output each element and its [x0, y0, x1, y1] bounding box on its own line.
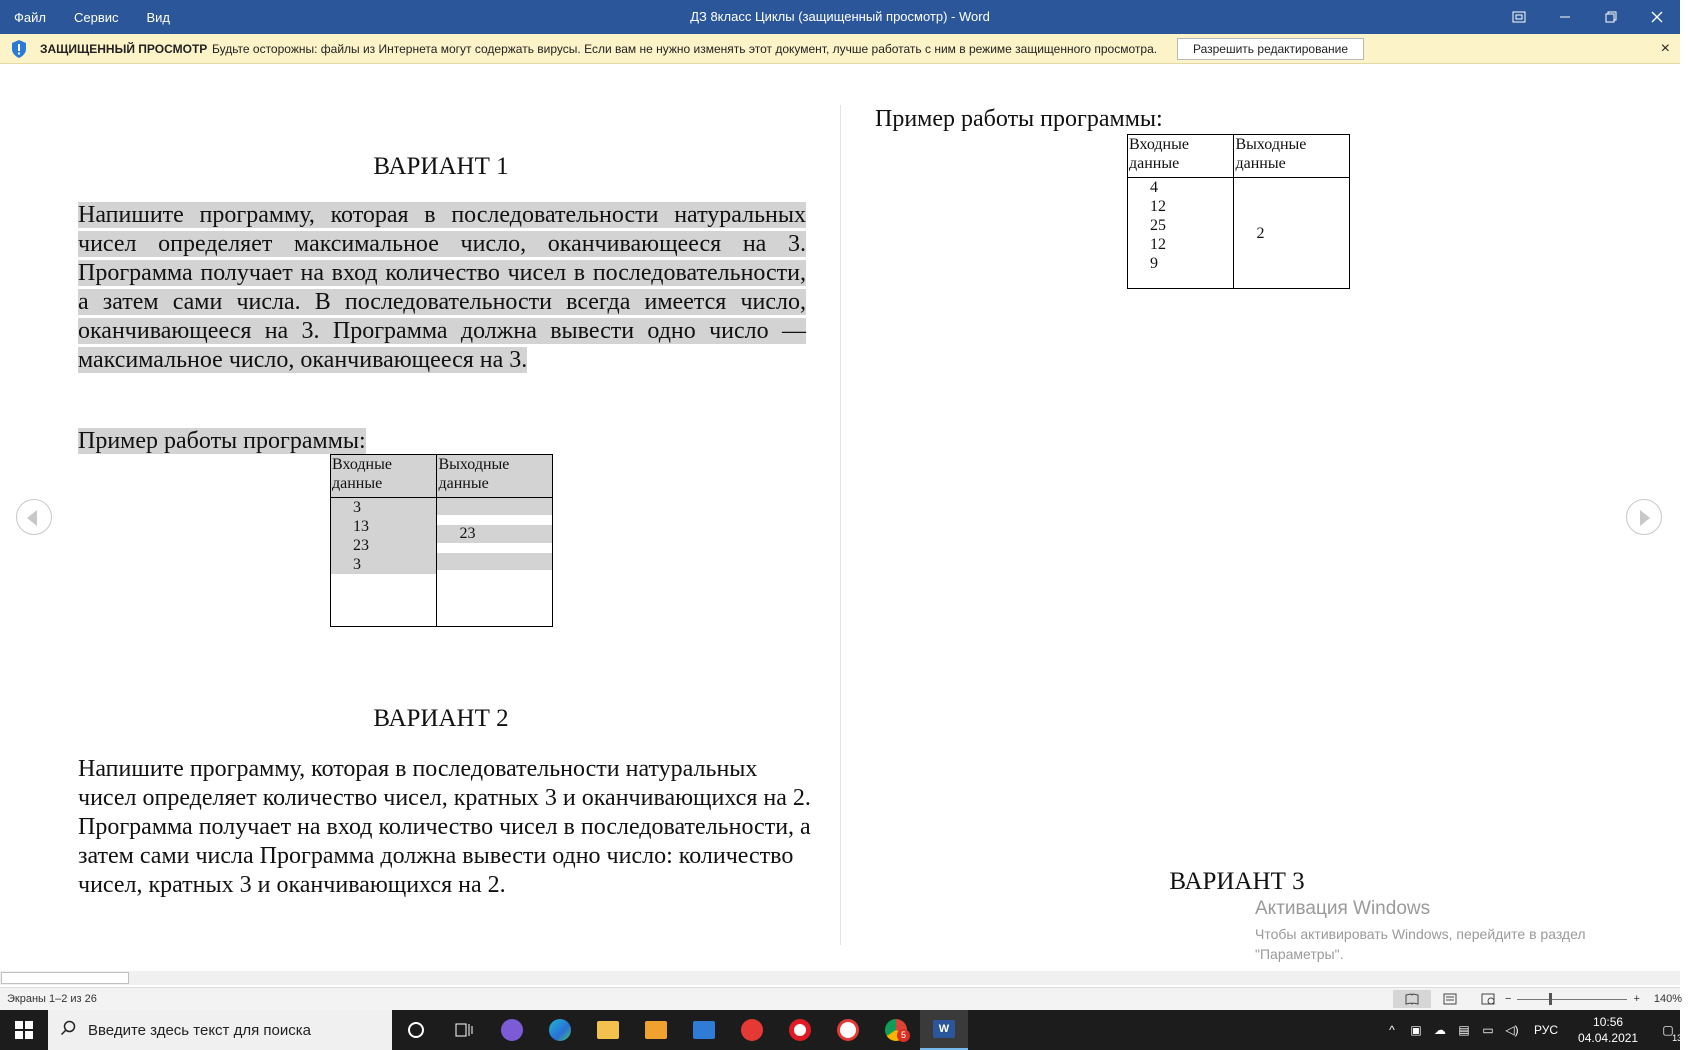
- close-icon[interactable]: [1634, 0, 1680, 34]
- input-value: 13: [353, 518, 369, 535]
- example-label-1-text: Пример работы программы:: [78, 428, 366, 454]
- input-values-2: [1128, 178, 1234, 289]
- page-divider: [840, 105, 841, 945]
- variant2-text: Напишите программу, которая в последовательности натуральных чисел определяет количество чисел, кратных 3 и оканчивающихся на 2. Программа получает на вход количество чисел в последовательности, а затем сами числа Программа должна вывести одно число: количество чисел, кратных 3 и оканчивающихся на 2.: [78, 756, 811, 898]
- tray-expand-icon[interactable]: ^: [1389, 1023, 1395, 1037]
- title-bar: [0, 0, 1680, 34]
- clock-date: 04.04.2021: [1578, 1031, 1639, 1045]
- word-icon[interactable]: W: [920, 1010, 968, 1050]
- onedrive-icon[interactable]: ☁: [1434, 1023, 1446, 1037]
- network-icon[interactable]: ▭: [1482, 1023, 1494, 1037]
- protected-view-label: ЗАЩИЩЕННЫЙ ПРОСМОТР: [40, 42, 208, 56]
- previous-screen-arrow-icon[interactable]: [16, 499, 52, 535]
- horizontal-scrollbar[interactable]: [0, 971, 1680, 985]
- mail-icon[interactable]: [680, 1010, 728, 1050]
- screens-counter: Экраны 1–2 из 26: [7, 993, 97, 1005]
- example-table-2: [1127, 134, 1350, 289]
- volume-icon[interactable]: ◁): [1505, 1023, 1519, 1037]
- input-value: 12: [1150, 198, 1166, 215]
- menu-view[interactable]: Вид: [146, 9, 171, 25]
- clock[interactable]: [1578, 1014, 1638, 1046]
- zoom-in-icon[interactable]: +: [1633, 993, 1640, 1005]
- protected-view-bar: [0, 34, 1680, 64]
- zoom-slider[interactable]: [1517, 999, 1627, 1000]
- input-value: 4: [1150, 179, 1158, 196]
- window-controls: [1496, 0, 1680, 34]
- minimize-icon[interactable]: [1542, 0, 1588, 34]
- example-table-1: [330, 454, 553, 627]
- input-header-2: Входные данные: [1128, 135, 1234, 178]
- taskbar-search-box[interactable]: [48, 1010, 392, 1050]
- zoom-control: [1505, 988, 1682, 1010]
- windows-activation-watermark: [1255, 898, 1635, 964]
- notifications-icon[interactable]: ▢ 13: [1662, 1023, 1683, 1043]
- menu-tools[interactable]: Сервис: [73, 9, 119, 25]
- variant1-text: [78, 201, 806, 375]
- input-value: 3: [353, 499, 361, 516]
- clock-time: 10:56: [1593, 1015, 1624, 1029]
- zoom-slider-knob[interactable]: [1549, 993, 1552, 1005]
- search-placeholder: Введите здесь текст для поиска: [88, 1021, 311, 1039]
- store-icon[interactable]: [632, 1010, 680, 1050]
- variant1-text-content: Напишите программу, которая в последовательности натуральных чисел определяет максимальное число, оканчивающееся на 3. Программа получает на вход количество чисел в последовательности, а затем сами числа. В последовательности всегда имеется число, оканчивающееся на 3. Программа должна вывести одно число — максимальное число, оканчивающееся на 3.: [78, 202, 806, 373]
- web-layout-icon[interactable]: [1469, 990, 1507, 1008]
- file-explorer-icon[interactable]: [584, 1010, 632, 1050]
- status-bar: [0, 987, 1683, 1010]
- search-icon: [48, 1020, 88, 1041]
- document-area[interactable]: [0, 65, 1680, 973]
- output-value-2: 2: [1234, 178, 1350, 289]
- activation-text: Чтобы активировать Windows, перейдите в раздел "Параметры".: [1255, 926, 1586, 962]
- opera-icon[interactable]: [776, 1010, 824, 1050]
- output-header-2: Выходные данные: [1234, 135, 1350, 178]
- zoom-out-icon[interactable]: −: [1505, 993, 1512, 1005]
- input-value: 12: [1150, 236, 1166, 253]
- protected-view-message: Будьте осторожны: файлы из Интернета могут содержать вирусы. Если вам не нужно изменять этот документ, лучше работать с ним в режиме защищенного просмотра.: [212, 42, 1158, 56]
- enable-editing-button[interactable]: Разрешить редактирование: [1177, 38, 1364, 60]
- next-screen-arrow-icon[interactable]: [1626, 499, 1662, 535]
- output-value: 23: [437, 525, 552, 543]
- input-language[interactable]: РУС: [1534, 1023, 1559, 1037]
- variant1-title: ВАРИАНТ 1: [373, 153, 509, 180]
- example-label-2: Пример работы программы:: [875, 106, 1163, 132]
- scrollbar-thumb[interactable]: [1, 972, 129, 984]
- app-purple-icon[interactable]: [488, 1010, 536, 1050]
- restore-icon[interactable]: [1588, 0, 1634, 34]
- cortana-icon[interactable]: [392, 1010, 440, 1050]
- close-bar-icon[interactable]: ×: [1660, 40, 1670, 57]
- shield-icon: [10, 39, 28, 59]
- notification-count: 13: [1672, 1033, 1683, 1043]
- input-value: 3: [353, 556, 361, 573]
- fullscreen-icon[interactable]: [1496, 0, 1542, 34]
- yandex-icon[interactable]: [728, 1010, 776, 1050]
- input-value: 25: [1150, 217, 1166, 234]
- tray-security-icon[interactable]: ▤: [1458, 1023, 1470, 1037]
- chrome-icon[interactable]: [872, 1010, 920, 1050]
- input-header-1: Входные данные: [331, 455, 437, 498]
- variant2-title: ВАРИАНТ 2: [373, 705, 509, 732]
- example-label-1: [78, 427, 806, 456]
- input-value: 9: [1150, 255, 1158, 272]
- windows-start-icon[interactable]: [0, 1010, 48, 1050]
- variant3-title: ВАРИАНТ 3: [1169, 868, 1305, 895]
- chrome-badge: 5: [897, 1029, 910, 1042]
- print-layout-icon[interactable]: [1431, 990, 1469, 1008]
- edge-icon[interactable]: [536, 1010, 584, 1050]
- output-values-1: [437, 498, 553, 627]
- task-view-icon[interactable]: [440, 1010, 488, 1050]
- system-tray: [1380, 1010, 1688, 1050]
- output-header-1: Выходные данные: [437, 455, 553, 498]
- input-value: 23: [353, 537, 369, 554]
- menu-bar: [0, 0, 184, 34]
- taskbar: [0, 1010, 1683, 1050]
- tray-app-icon[interactable]: ▣: [1410, 1023, 1422, 1037]
- activation-title: Активация Windows: [1255, 898, 1431, 919]
- read-mode-icon[interactable]: [1393, 990, 1431, 1008]
- yandex-browser-icon[interactable]: [824, 1010, 872, 1050]
- zoom-level[interactable]: 140%: [1653, 993, 1683, 1005]
- input-values-1: [331, 498, 437, 627]
- taskbar-apps: [392, 1010, 968, 1050]
- view-buttons: [1393, 990, 1507, 1008]
- window-title: ДЗ 8класс Циклы (защищенный просмотр) - Word: [690, 9, 990, 24]
- menu-file[interactable]: Файл: [14, 9, 46, 25]
